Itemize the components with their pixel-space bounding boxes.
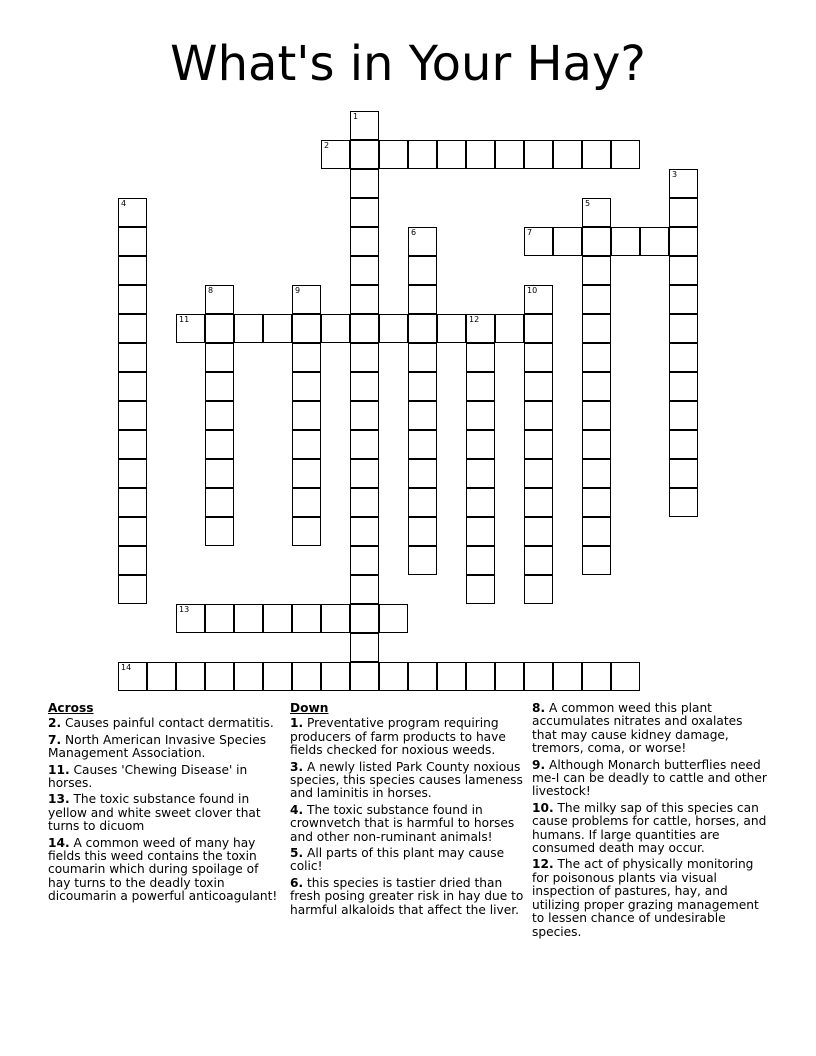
grid-cell[interactable]: [292, 604, 321, 633]
clue-text: The act of physically monitoring for poisonous plants via visual inspection of pastures, hay, and utilizing proper grazing management to lessen chance of undesirable species.: [532, 857, 759, 939]
grid-cell[interactable]: [350, 227, 379, 256]
grid-cell[interactable]: [466, 430, 495, 459]
grid-cell[interactable]: [118, 662, 147, 691]
clue-text: A common weed this plant accumulates nitrates and oxalates that may cause kidney damage, tremors, coma, or worse!: [532, 701, 743, 756]
grid-cell[interactable]: [466, 575, 495, 604]
grid-cell[interactable]: [669, 314, 698, 343]
grid-cell[interactable]: [379, 140, 408, 169]
clue-text: A newly listed Park County noxious species, this species causes lameness and laminitis in horses.: [290, 759, 523, 801]
clue-number: 11.: [48, 762, 70, 777]
grid-cell[interactable]: [350, 488, 379, 517]
clue-item: [290, 804, 526, 844]
grid-cell[interactable]: [292, 517, 321, 546]
cell-number: 5: [585, 199, 591, 208]
grid-cell[interactable]: [524, 662, 553, 691]
clue-item: [532, 858, 768, 938]
cell-number: 9: [295, 286, 301, 295]
cell-number: 2: [324, 141, 330, 150]
grid-cell[interactable]: [205, 343, 234, 372]
cell-number: 14: [121, 663, 132, 672]
grid-cell[interactable]: [350, 111, 379, 140]
grid-cell[interactable]: [263, 604, 292, 633]
grid-cell[interactable]: [466, 372, 495, 401]
grid-cell[interactable]: [292, 459, 321, 488]
grid-cell[interactable]: [350, 662, 379, 691]
clue-item: [290, 717, 526, 757]
clue-number: 1.: [290, 716, 304, 731]
grid-cell[interactable]: [582, 517, 611, 546]
cell-number: 4: [121, 199, 127, 208]
clue-item: [48, 764, 284, 791]
grid-cell[interactable]: [408, 488, 437, 517]
grid-cell[interactable]: [408, 227, 437, 256]
grid-cell[interactable]: [524, 140, 553, 169]
grid-cell[interactable]: [350, 285, 379, 314]
grid-cell[interactable]: [234, 604, 263, 633]
grid-cell[interactable]: [205, 488, 234, 517]
grid-cell[interactable]: [495, 662, 524, 691]
grid-cell[interactable]: [669, 256, 698, 285]
grid-cell[interactable]: [118, 198, 147, 227]
grid-cell[interactable]: [669, 169, 698, 198]
grid-cell[interactable]: [553, 662, 582, 691]
grid-cell[interactable]: [582, 546, 611, 575]
grid-cell[interactable]: [524, 430, 553, 459]
clue-number: 3.: [290, 759, 304, 774]
grid-cell[interactable]: [176, 314, 205, 343]
down-heading: Down: [290, 701, 329, 715]
across-clues: [48, 702, 284, 907]
grid-cell[interactable]: [118, 343, 147, 372]
grid-cell[interactable]: [524, 314, 553, 343]
grid-cell[interactable]: [118, 372, 147, 401]
down-clues: [290, 702, 526, 920]
clue-item: [532, 759, 768, 799]
grid-cell[interactable]: [350, 401, 379, 430]
grid-cell[interactable]: [408, 459, 437, 488]
clue-number: 6.: [290, 875, 304, 890]
grid-cell[interactable]: [350, 575, 379, 604]
down-clues-continued: [532, 702, 768, 942]
grid-cell[interactable]: [292, 401, 321, 430]
grid-cell[interactable]: [669, 430, 698, 459]
grid-cell[interactable]: [582, 256, 611, 285]
grid-cell[interactable]: [176, 662, 205, 691]
grid-cell[interactable]: [611, 227, 640, 256]
grid-cell[interactable]: [582, 401, 611, 430]
grid-cell[interactable]: [118, 546, 147, 575]
grid-cell[interactable]: [176, 604, 205, 633]
clue-number: 4.: [290, 802, 304, 817]
across-heading: Across: [48, 701, 94, 715]
grid-cell[interactable]: [205, 372, 234, 401]
grid-cell[interactable]: [466, 140, 495, 169]
grid-cell[interactable]: [611, 140, 640, 169]
clue-number: 7.: [48, 732, 62, 747]
grid-cell[interactable]: [350, 546, 379, 575]
grid-cell[interactable]: [379, 314, 408, 343]
grid-cell[interactable]: [437, 314, 466, 343]
grid-cell[interactable]: [234, 662, 263, 691]
grid-cell[interactable]: [234, 314, 263, 343]
grid-cell[interactable]: [408, 343, 437, 372]
clue-item: [532, 802, 768, 856]
grid-cell[interactable]: [524, 459, 553, 488]
grid-cell[interactable]: [321, 604, 350, 633]
grid-cell[interactable]: [350, 314, 379, 343]
clue-item: [48, 793, 284, 833]
cell-number: 7: [527, 228, 533, 237]
grid-cell[interactable]: [350, 256, 379, 285]
grid-cell[interactable]: [582, 198, 611, 227]
grid-cell[interactable]: [466, 488, 495, 517]
grid-cell[interactable]: [524, 546, 553, 575]
clue-number: 5.: [290, 846, 304, 861]
puzzle-title: What's in Your Hay?: [170, 36, 646, 92]
grid-cell[interactable]: [524, 227, 553, 256]
grid-cell[interactable]: [408, 662, 437, 691]
cell-number: 11: [179, 315, 190, 324]
grid-cell[interactable]: [466, 517, 495, 546]
grid-cell[interactable]: [611, 662, 640, 691]
grid-cell[interactable]: [292, 314, 321, 343]
grid-cell[interactable]: [350, 517, 379, 546]
grid-cell[interactable]: [466, 546, 495, 575]
grid-cell[interactable]: [669, 285, 698, 314]
clue-text: North American Invasive Species Management Association.: [48, 732, 267, 761]
clue-item: [48, 734, 284, 761]
grid-cell[interactable]: [205, 459, 234, 488]
grid-cell[interactable]: [582, 372, 611, 401]
grid-cell[interactable]: [379, 662, 408, 691]
grid-cell[interactable]: [350, 198, 379, 227]
grid-cell[interactable]: [466, 662, 495, 691]
grid-cell[interactable]: [408, 546, 437, 575]
clue-number: 10.: [532, 800, 554, 815]
grid-cell[interactable]: [524, 343, 553, 372]
grid-cell[interactable]: [205, 604, 234, 633]
grid-cell[interactable]: [553, 227, 582, 256]
grid-cell[interactable]: [408, 314, 437, 343]
clue-text: Causes 'Chewing Disease' in horses.: [48, 762, 248, 791]
cell-number: 13: [179, 605, 190, 614]
grid-cell[interactable]: [437, 662, 466, 691]
clue-item: [290, 847, 526, 874]
grid-cell[interactable]: [408, 372, 437, 401]
grid-cell[interactable]: [524, 372, 553, 401]
grid-cell[interactable]: [205, 662, 234, 691]
grid-cell[interactable]: [466, 459, 495, 488]
clue-number: 12.: [532, 857, 554, 872]
grid-cell[interactable]: [321, 314, 350, 343]
grid-cell[interactable]: [118, 459, 147, 488]
grid-cell[interactable]: [582, 459, 611, 488]
grid-cell[interactable]: [147, 662, 176, 691]
grid-cell[interactable]: [118, 256, 147, 285]
clue-number: 14.: [48, 835, 70, 850]
grid-cell[interactable]: [408, 517, 437, 546]
cell-number: 10: [527, 286, 538, 295]
grid-cell[interactable]: [466, 343, 495, 372]
grid-cell[interactable]: [118, 517, 147, 546]
clue-text: A common weed of many hay fields this weed contains the toxin coumarin which during spoilage of hay turns to the deadly toxin dicoumarin a powerful anticoagulant!: [48, 835, 278, 904]
grid-cell[interactable]: [321, 662, 350, 691]
grid-cell[interactable]: [118, 430, 147, 459]
grid-cell[interactable]: [205, 430, 234, 459]
grid-cell[interactable]: [524, 401, 553, 430]
grid-cell[interactable]: [466, 314, 495, 343]
grid-cell[interactable]: [408, 285, 437, 314]
grid-cell[interactable]: [582, 285, 611, 314]
grid-cell[interactable]: [582, 662, 611, 691]
grid-cell[interactable]: [669, 227, 698, 256]
grid-cell[interactable]: [669, 343, 698, 372]
clue-number: 8.: [532, 701, 546, 715]
grid-cell[interactable]: [669, 401, 698, 430]
clue-text: The milky sap of this species can cause problems for cattle, horses, and humans. If large quantities are consumed death may occur.: [532, 800, 767, 856]
grid-cell[interactable]: [582, 227, 611, 256]
grid-cell[interactable]: [118, 488, 147, 517]
grid-cell[interactable]: [350, 372, 379, 401]
grid-cell[interactable]: [669, 372, 698, 401]
clue-text: The toxic substance found in crownvetch that is harmful to horses and other non-ruminant animals!: [290, 802, 515, 844]
grid-cell[interactable]: [118, 314, 147, 343]
grid-cell[interactable]: [205, 314, 234, 343]
clue-number: 2.: [48, 716, 62, 731]
cell-number: 12: [469, 315, 480, 324]
clue-item: [290, 761, 526, 801]
clue-item: [48, 717, 284, 730]
grid-cell[interactable]: [524, 488, 553, 517]
grid-cell[interactable]: [437, 140, 466, 169]
grid-cell[interactable]: [118, 227, 147, 256]
grid-cell[interactable]: [408, 140, 437, 169]
grid-cell[interactable]: [350, 140, 379, 169]
grid-cell[interactable]: [582, 140, 611, 169]
clue-number: 13.: [48, 792, 70, 807]
grid-cell[interactable]: [205, 285, 234, 314]
cell-number: 1: [353, 112, 359, 121]
cell-number: 3: [672, 170, 678, 179]
grid-cell[interactable]: [582, 314, 611, 343]
grid-cell[interactable]: [118, 285, 147, 314]
grid-cell[interactable]: [292, 372, 321, 401]
grid-cell[interactable]: [263, 662, 292, 691]
grid-cell[interactable]: [292, 430, 321, 459]
grid-cell[interactable]: [408, 256, 437, 285]
grid-cell[interactable]: [205, 517, 234, 546]
grid-cell[interactable]: [205, 401, 234, 430]
grid-cell[interactable]: [582, 430, 611, 459]
grid-cell[interactable]: [350, 430, 379, 459]
clue-text: Although Monarch butterflies need me-I can be deadly to cattle and other livestock!: [532, 757, 767, 799]
grid-cell[interactable]: [292, 488, 321, 517]
grid-cell[interactable]: [408, 401, 437, 430]
cell-number: 8: [208, 286, 214, 295]
cell-number: 6: [411, 228, 417, 237]
grid-cell[interactable]: [669, 459, 698, 488]
grid-cell[interactable]: [524, 575, 553, 604]
grid-cell[interactable]: [292, 343, 321, 372]
grid-cell[interactable]: [350, 604, 379, 633]
clue-number: 9.: [532, 757, 546, 772]
grid-cell[interactable]: [524, 285, 553, 314]
grid-cell[interactable]: [263, 314, 292, 343]
grid-cell[interactable]: [321, 140, 350, 169]
grid-cell[interactable]: [553, 140, 582, 169]
grid-cell[interactable]: [640, 227, 669, 256]
grid-cell[interactable]: [408, 430, 437, 459]
clue-item: [290, 877, 526, 917]
clue-text: Preventative program requiring producers of farm products to have fields checked for noxious weeds.: [290, 716, 506, 758]
grid-cell[interactable]: [524, 517, 553, 546]
grid-cell[interactable]: [350, 633, 379, 662]
clue-text: Causes painful contact dermatitis.: [61, 716, 274, 731]
clue-text: this species is tastier dried than fresh posing greater risk in hay due to harmful alkaloids that affect the liver.: [290, 875, 524, 917]
grid-cell[interactable]: [350, 343, 379, 372]
grid-cell[interactable]: [350, 459, 379, 488]
grid-cell[interactable]: [118, 401, 147, 430]
grid-cell[interactable]: [495, 314, 524, 343]
grid-cell[interactable]: [582, 343, 611, 372]
grid-cell[interactable]: [118, 575, 147, 604]
clue-text: The toxic substance found in yellow and white sweet clover that turns to dicuom: [48, 792, 261, 834]
grid-cell[interactable]: [379, 604, 408, 633]
clue-item: [48, 837, 284, 904]
grid-cell[interactable]: [466, 401, 495, 430]
clue-text: All parts of this plant may cause colic!: [290, 846, 505, 874]
grid-cell[interactable]: [350, 169, 379, 198]
clue-item: [532, 702, 768, 756]
grid-cell[interactable]: [582, 488, 611, 517]
grid-cell[interactable]: [495, 140, 524, 169]
grid-cell[interactable]: [669, 488, 698, 517]
grid-cell[interactable]: [292, 285, 321, 314]
grid-cell[interactable]: [292, 662, 321, 691]
grid-cell[interactable]: [669, 198, 698, 227]
